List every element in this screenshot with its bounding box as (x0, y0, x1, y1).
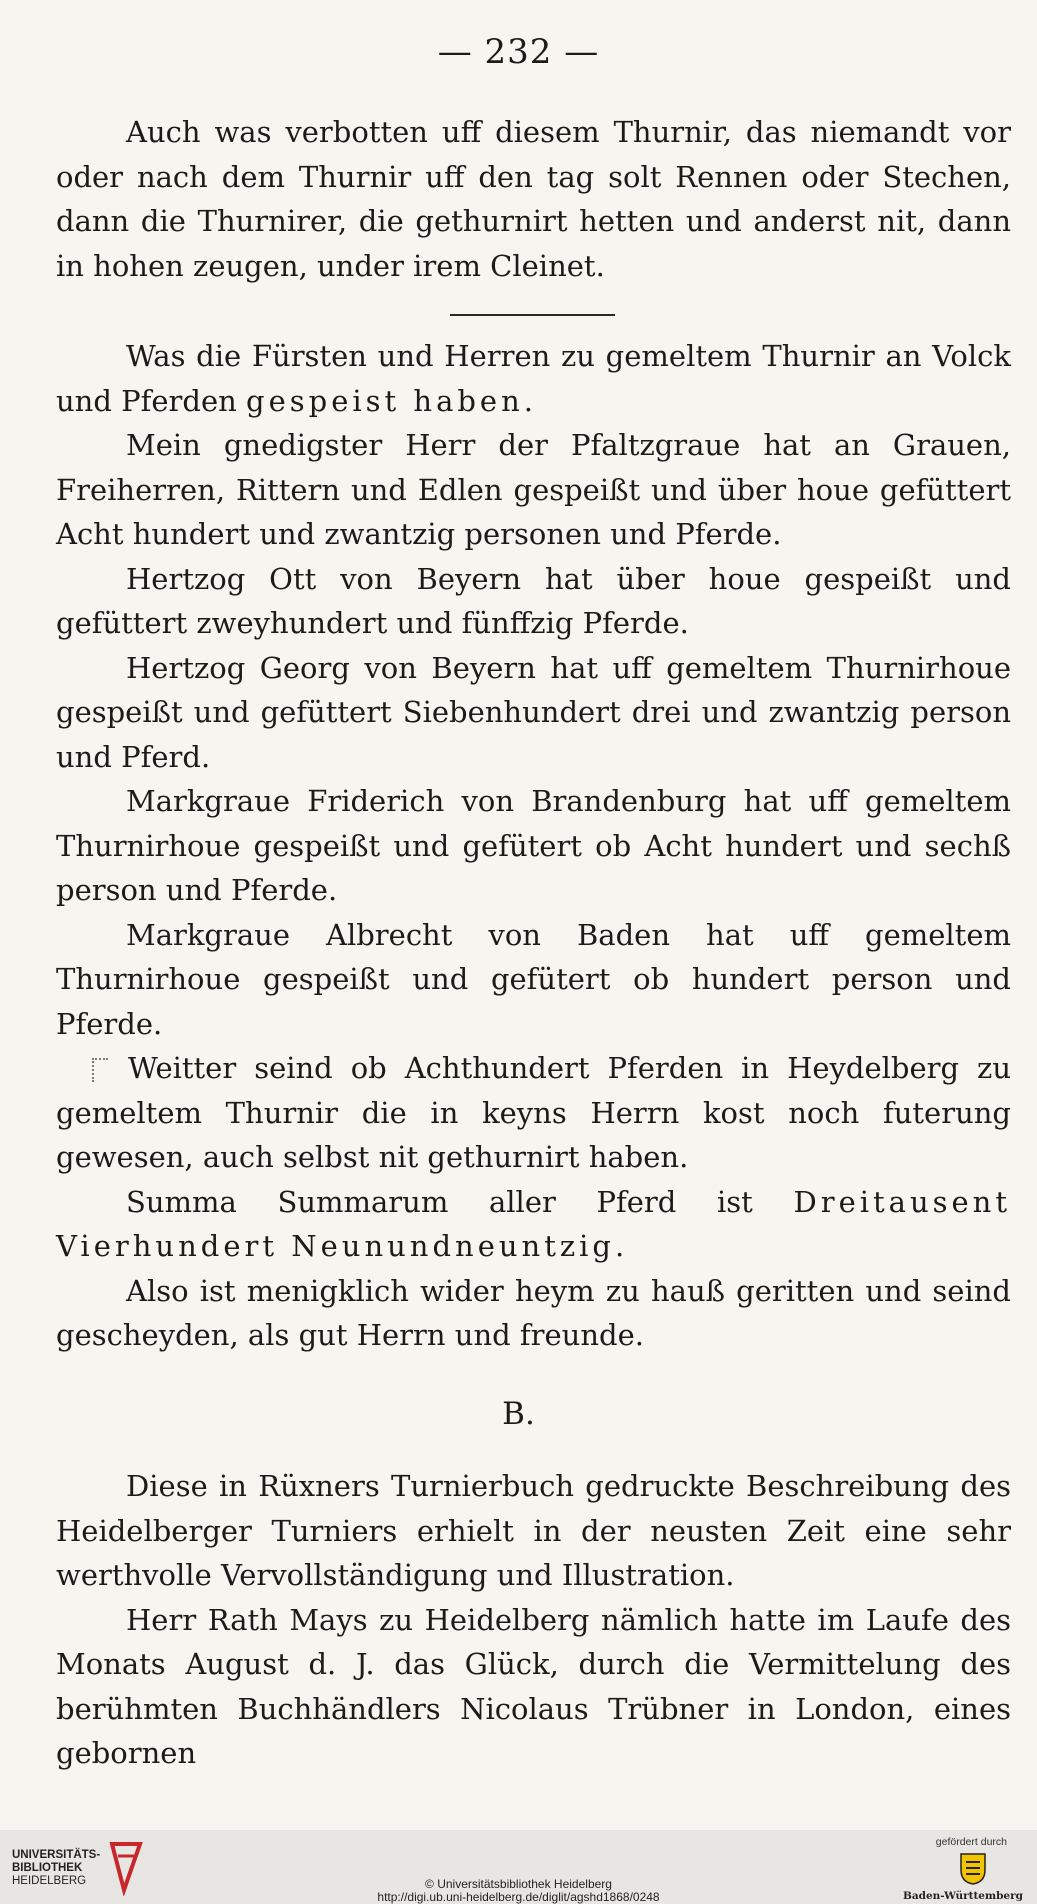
state-crest-icon (955, 1850, 991, 1886)
library-name-line: BIBLIOTHEK (12, 1862, 83, 1874)
permalink-url[interactable]: http://digi.ub.uni-heidelberg.de/diglit/agshd1868/0248 (377, 1890, 660, 1904)
library-name-line: HEIDELBERG (12, 1875, 87, 1887)
section-heading-text: Was die Fürsten und Herren zu gemeltem Thurnir an Volck und Pferden (56, 339, 1011, 418)
paragraph-block-1 (56, 110, 1011, 288)
summa-paragraph (56, 1180, 1011, 1269)
paragraph: Markgraue Friderich von Brandenburg hat uff gemeltem Thurnirhoue gespeißt und gefütert ob Acht hundert und sechß person und Pferde. (56, 784, 1011, 907)
library-name-line: UNIVERSITÄTS- (12, 1849, 101, 1861)
paragraph-block-2 (56, 334, 1011, 1358)
summa-spaced-text: Dreitausent Vierhundert Neunundneuntzig. (56, 1184, 1012, 1263)
funded-by-label: gefördert durch (935, 1836, 1007, 1848)
paragraph: Hertzog Georg von Beyern hat uff gemeltem Thurnirhoue gespeißt und gefüttert Siebenhundert drei und zwantzig person und Pferd. (56, 650, 1011, 774)
section-letter: B. (502, 1396, 535, 1432)
section-heading-spaced: gespeist haben. (246, 383, 537, 418)
page-number: — 232 — (437, 32, 600, 72)
paragraph-with-note-mark (56, 1046, 1011, 1180)
copyright-notice: © Universitätsbibliothek Heidelberg (425, 1877, 612, 1891)
marginal-mark-icon (92, 1058, 108, 1082)
paragraph: Markgraue Albrecht von Baden hat uff gemeltem Thurnirhoue gespeißt und gefütert ob hundert person und Pferde. (56, 917, 1011, 1041)
paragraph: Mein gnedigster Herr der Pfaltzgraue hat an Grauen, Freiherren, Rittern und Edlen gespeißt und über houe gefüttert Acht hundert und zwantzig personen und Pferde. (56, 428, 1011, 551)
paragraph: Also ist menigklich wider heym zu hauß geritten und seind gescheyden, als gut Herrn und freunde. (56, 1273, 1011, 1352)
separator-rule (450, 314, 615, 316)
digitization-footer (0, 1830, 1037, 1904)
paragraph: Hertzog Ott von Beyern hat über houe gespeißt und gefüttert zweyhundert und fünffzig Pferde. (56, 561, 1011, 640)
summa-text: Summa Summarum aller Pferd ist (126, 1184, 753, 1219)
paragraph: Herr Rath Mays zu Heidelberg nämlich hatte im Laufe des Monats August d. J. das Glück, durch die Vermittelung des berühmten Buchhändlers Nicolaus Trübner in London, eines gebornen (56, 1602, 1011, 1770)
paragraph: Diese in Rüxners Turnierbuch gedruckte Beschreibung des Heidelberger Turniers erhielt in der neusten Zeit eine sehr werthvolle Vervollständigung und Illustration. (56, 1469, 1011, 1592)
paragraph-text: Weitter seind ob Achthundert Pferden in Heydelberg zu gemeltem Thurnir die in keyns Herrn kost noch futerung gewesen, auch selbst nit gethurnirt haben. (56, 1051, 1011, 1174)
state-name: Baden-Württemberg (902, 1890, 1023, 1902)
paragraph: Auch was verbotten uff diesem Thurnir, das niemandt vor oder nach dem Thurnir uff den tag solt Rennen oder Stechen, dann die Thurnirer, die gethurnirt hetten und anderst nit, dann in hohen zeugen, under irem Cleinet. (56, 115, 1011, 283)
section-heading (56, 334, 1011, 423)
paragraph-block-3 (56, 1464, 1011, 1776)
